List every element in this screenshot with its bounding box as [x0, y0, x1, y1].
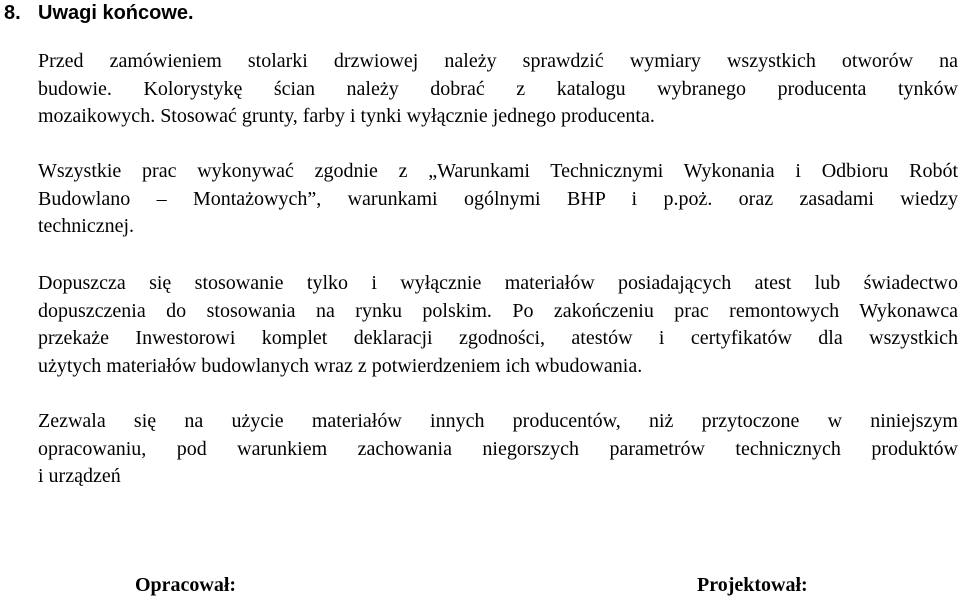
paragraph-line: mozaikowych. Stosować grunty, farby i tynki wyłącznie jednego producenta. — [38, 105, 655, 127]
paragraph-line: użytych materiałów budowlanych wraz z potwierdzeniem ich wbudowania. — [38, 354, 643, 377]
section-number: 8. — [4, 2, 21, 24]
paragraph-line: Zezwala się na użycie materiałów innych producentów, niż przytoczone w niniejszym — [38, 410, 958, 432]
signature-prepared-by-label: Opracował: — [135, 574, 237, 596]
paragraph-line: i urządzeń — [38, 465, 121, 487]
paragraph-line: opracowaniu, pod warunkiem zachowania niegorszych parametrów technicznych produktów — [38, 437, 958, 460]
paragraph-materials-certificates — [38, 270, 958, 380]
paragraph-line: dopuszczenia do stosowania na rynku polskim. Po zakończeniu prac remontowych Wykonawca — [38, 299, 958, 322]
section-title: Uwagi końcowe. — [38, 2, 194, 24]
signature-designed-by-label: Projektował: — [697, 574, 808, 596]
section-heading — [4, 0, 194, 26]
paragraph-line: Budowlano – Montażowych”, warunkami ogólnymi BHP i p.poż. oraz zasadami wiedzy — [38, 187, 958, 210]
paragraph-line: Przed zamówieniem stolarki drzwiowej należy sprawdzić wymiary wszystkich otworów na — [38, 50, 958, 72]
paragraph-line: przekaże Inwestorowi komplet deklaracji zgodności, atestów i certyfikatów dla wszystkich — [38, 327, 958, 349]
paragraph-line: technicznej. — [38, 215, 135, 237]
paragraph-line: Dopuszcza się stosowanie tylko i wyłącznie materiałów posiadających atest lub świadectwo — [38, 272, 958, 294]
paragraph-work-conditions — [38, 158, 958, 241]
paragraph-line: budowie. Kolorystykę ścian należy dobrać z katalogu wybranego producenta tynków — [38, 77, 958, 100]
paragraph-door-and-colors — [38, 48, 958, 131]
paragraph-line: Wszystkie prac wykonywać zgodnie z „Warunkami Technicznymi Wykonania i Odbioru Robót — [38, 160, 958, 182]
paragraph-other-producers — [38, 408, 958, 491]
